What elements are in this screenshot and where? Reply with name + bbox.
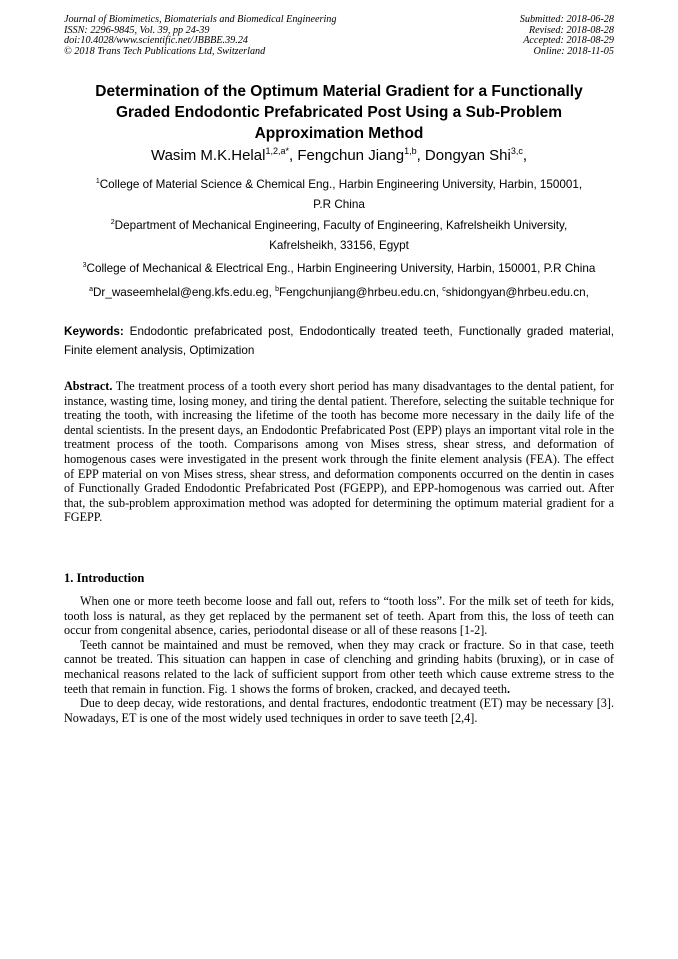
title-line-3: Approximation Method [254,125,424,142]
keywords-text: Endodontic prefabricated post, Endodontically treated teeth, Functionally graded material, Finite element analysis, Optimization [64,325,614,357]
affiliation-2 [64,216,614,255]
journal-header-right [520,15,614,57]
affiliation-3 [64,259,614,279]
author-separator: , [416,147,425,164]
section-heading-introduction: 1. Introduction [64,571,145,585]
author-name: Wasim M.K.Helal [150,147,266,164]
author-separator: , [288,147,298,164]
title-line-2: Graded Endodontic Prefabricated Post Using a Sub-Problem [115,104,563,121]
email-marker: c [442,286,446,294]
author-affiliation-marker: 1,b [404,146,417,156]
intro-paragraph-2-text: Teeth cannot be maintained and must be removed, when they may crack or fracture. So in that case, teeth cannot be treated. This situation can happen in case of clenching and grinding habits (bruxing), or in case of mechanical reasons related to the lack of sufficient support from other teeth which cause extreme stress to the teeth that remain in function. Fig. 1 shows the forms of broken, cracked, and decayed teeth [64,637,614,696]
abstract-section [64,379,614,525]
email-link[interactable]: Fengchunjiang@hrbeu.edu.cn, [278,286,443,299]
date-submitted: Submitted: 2018-06-28 [519,14,614,25]
affiliation-1 [64,175,614,214]
date-online: Online: 2018-11-05 [533,45,614,57]
introduction-body [64,594,614,725]
date-accepted: Accepted: 2018-08-29 [523,35,614,46]
journal-issn: ISSN: 2296-9845, Vol. 39, pp 24-39 [64,24,210,36]
email-link[interactable]: shidongyan@hrbeu.edu.cn, [445,286,589,299]
email-marker: a [89,286,93,294]
journal-header-left [64,15,336,57]
affiliation-text: P.R China [313,197,365,211]
paper-title [64,81,614,144]
keywords-section [64,322,614,360]
author-affiliation-marker: 1,2,a* [265,146,289,156]
abstract-text: The treatment process of a tooth every short period has many disadvantages to the dental patient, for instance, wasting time, losing money, and tiring the dental patient. Therefore, selecting the suitable technique for treating the tooth, with increasing the lifetime of the tooth has become more necessary in the daily life of the dental scientists. In the present days, an Endodontic Prefabricated Post (EPP) plays an important vital role in the treatment process of the tooth. Comparisons among von Mises stress, shear stress, and deformation of homogenous cases were investigated in the present work through the finite element analysis (FEA). The effect of EPP material on von Mises stress, shear stress, and deformation components occurred on the dentin in cases of Functionally Graded Endodontic Prefabricated Post (FGEPP), and EPP-homogenous was carried out. After that, the sub-problem approximation method was adopted for determining the optimum material gradient for a FGEPP. [64,379,614,525]
affiliation-text: College of Mechanical & Electrical Eng., Harbin Engineering University, Harbin, 150001, P.R China [86,262,596,275]
keywords-label: Keywords: [64,325,124,338]
journal-name: Journal of Biomimetics, Biomaterials and Biomedical Engineering [64,14,337,25]
affiliation-marker: 2 [110,219,115,227]
affiliation-marker: 3 [82,262,87,270]
email-link[interactable]: Dr_waseemhelal@eng.kfs.edu.eg, [92,286,276,299]
title-line-1: Determination of the Optimum Material Gradient for a Functionally [95,83,583,100]
abstract-label: Abstract. [64,379,113,393]
journal-doi[interactable]: doi:10.4028/www.scientific.net/JBBBE.39.24 [64,35,249,46]
author-name: Dongyan Shi [424,147,511,164]
email-marker: b [275,286,279,294]
intro-paragraph-3: Due to deep decay, wide restorations, and dental fractures, endodontic treatment (ET) may be necessary [3]. Nowadays, ET is one of the most widely used techniques in order to save teeth [2,4]. [64,696,614,725]
date-revised: Revised: 2018-08-28 [528,24,614,36]
intro-paragraph-2-period: . [507,681,511,696]
affiliation-text: Department of Mechanical Engineering, Faculty of Engineering, Kafrelsheikh University, [114,219,568,232]
affiliation-marker: 1 [95,178,100,186]
author-separator: , [522,147,528,164]
journal-copyright: © 2018 Trans Tech Publications Ltd, Switzerland [64,45,266,57]
intro-paragraph-2 [64,638,614,696]
author-emails [64,283,614,303]
intro-paragraph-1: When one or more teeth become loose and fall out, refers to “tooth loss”. For the milk set of teeth for kids, tooth loss is natural, as they get replaced by the permanent set of teeth. Apart from this, the loss of teeth can occur from congenital absence, caries, periodontal disease or all of these reasons [1-2]. [64,594,614,638]
author-list [64,146,614,166]
author-name: Fengchun Jiang [297,147,405,164]
affiliation-text: Kafrelsheikh, 33156, Egypt [269,238,409,252]
affiliation-text: College of Material Science & Chemical Eng., Harbin Engineering University, Harbin, 150001, [99,178,583,191]
author-affiliation-marker: 3,c [510,146,523,156]
